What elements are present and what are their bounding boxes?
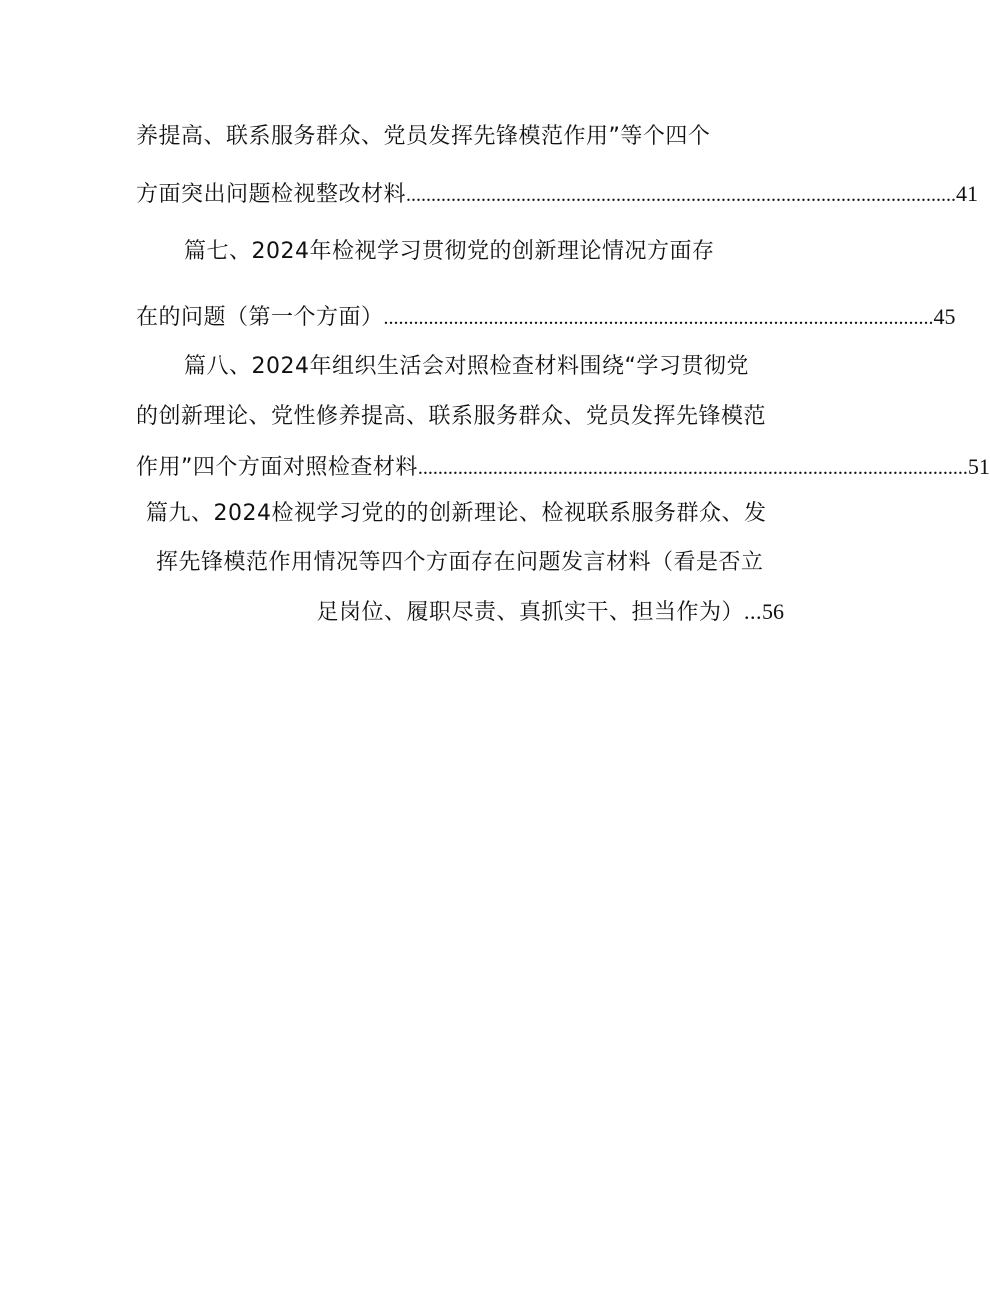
toc-entry-8-line-1[interactable] [184,352,794,382]
toc-entry-9-text-2: 挥先锋模范作用情况等四个方面存在问题发言材料（看是否立 [156,550,764,575]
toc-entry-8-title: 作用”四个方面对照检查材料 [136,455,418,480]
toc-entry-9-page-number: 56 [762,599,784,624]
toc-entry-9-leader-dots: ... [744,599,762,624]
toc-entry-8-line-2[interactable] [136,402,796,432]
toc-entry-7-line-1[interactable] [184,237,744,267]
toc-entry-9-text-1: 篇九、2024检视学习党的的创新理论、检视联系服务群众、发 [146,501,767,526]
toc-entry-7-page-number: 45 [933,304,956,329]
toc-entry-9-line-3-wrap[interactable] [316,597,784,628]
toc-entry-6-line-2[interactable] [136,179,979,210]
toc-entry-7-leader-dots: .............................................................................................................. [383,307,934,329]
toc-entry-7-text-1: 篇七、2024年检视学习贯彻党的创新理论情况方面存 [184,239,715,264]
toc-entry-9-line-1[interactable] [146,499,796,529]
toc-entry-9-line-2[interactable] [156,548,796,578]
toc-entry-8-page-number: 51 [967,454,990,479]
toc-entry-7-title: 在的问题（第一个方面） [136,305,384,330]
toc-entry-6-page-number: 41 [956,181,979,206]
toc-entry-8-leader-dots: .............................................................................................................. [417,457,968,479]
toc-entry-7-line-2[interactable] [136,302,956,333]
toc-entry-6-leader-dots: .............................................................................................................. [406,184,957,206]
toc-entry-8-text-1: 篇八、2024年组织生活会对照检查材料围绕“学习贯彻党 [184,354,749,379]
toc-entry-8-text-2: 的创新理论、党性修养提高、联系服务群众、党员发挥先锋模范 [136,404,767,429]
toc-entry-6-text-1: 养提高、联系服务群众、党员发挥先锋模范作用”等个四个 [136,124,711,149]
toc-entry-9-title: 足岗位、履职尽责、真抓实干、担当作为） [316,600,744,625]
toc-entry-6-line-1 [136,122,756,152]
toc-entry-6-title: 方面突出问题检视整改材料 [136,182,407,207]
toc-entry-8-line-3[interactable] [136,452,990,483]
